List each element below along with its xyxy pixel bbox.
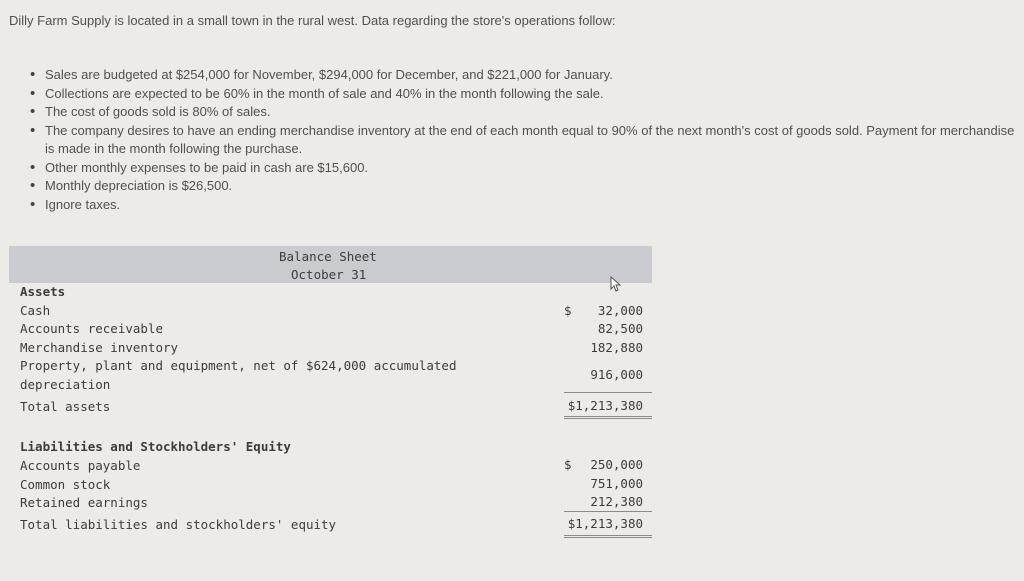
intro-text: Dilly Farm Supply is located in a small town in the rural west. Data regarding the store's operations follow: <box>9 13 616 28</box>
assets-heading: Assets <box>20 284 66 299</box>
asset-ppe-label-line2: depreciation <box>20 377 111 392</box>
balance-sheet-header <box>9 246 652 283</box>
balance-sheet-title: Balance Sheet <box>279 249 377 264</box>
total-liabilities-amount: $1,213,380 <box>567 516 643 531</box>
asset-ppe-label: Property, plant and equipment, net of $624,000 accumulated <box>20 358 457 373</box>
asset-cash-currency: $ <box>564 303 572 318</box>
asset-receivable-label: Accounts receivable <box>20 321 163 336</box>
liability-payable-label: Accounts payable <box>20 458 141 473</box>
liability-payable-amount: 250,000 <box>590 457 643 472</box>
asset-cash-amount: 32,000 <box>597 303 643 318</box>
asset-inventory-label: Merchandise inventory <box>20 340 179 355</box>
subtotal-rule <box>564 392 652 393</box>
balance-sheet-date: October 31 <box>291 267 367 282</box>
asset-cash-label: Cash <box>20 303 51 318</box>
liability-payable-currency: $ <box>564 457 572 472</box>
mouse-cursor-icon <box>609 276 623 292</box>
retained-earnings-amount: 212,380 <box>590 494 643 509</box>
assumptions-list <box>30 66 1020 214</box>
balance-sheet-table <box>9 246 652 546</box>
total-assets-label: Total assets <box>20 399 111 414</box>
list-item: • Sales are budgeted at $254,000 for November, $294,000 for December, and $221,000 for January. <box>30 66 1020 85</box>
common-stock-amount: 751,000 <box>590 476 643 491</box>
total-assets-amount: $1,213,380 <box>567 398 643 413</box>
list-item: • Collections are expected to be 60% in the month of sale and 40% in the month following the sale. <box>30 85 1020 104</box>
retained-earnings-label: Retained earnings <box>20 495 148 510</box>
subtotal-rule <box>564 511 652 512</box>
total-double-rule <box>564 535 652 538</box>
asset-ppe-amount: 916,000 <box>590 367 643 382</box>
list-item: • The company desires to have an ending merchandise inventory at the end of each month equal to 90% of the next month's cost of goods sold. Payment for merchandise is made in the month following the purchase. <box>30 122 1020 159</box>
liabilities-heading: Liabilities and Stockholders' Equity <box>20 439 291 454</box>
total-liabilities-label: Total liabilities and stockholders' equity <box>20 517 337 532</box>
common-stock-label: Common stock <box>20 477 111 492</box>
list-item: • Other monthly expenses to be paid in cash are $15,600. <box>30 159 1020 178</box>
asset-receivable-amount: 82,500 <box>597 321 643 336</box>
list-item: • The cost of goods sold is 80% of sales. <box>30 103 1020 122</box>
total-double-rule <box>564 416 652 419</box>
asset-inventory-amount: 182,880 <box>590 340 643 355</box>
list-item: • Ignore taxes. <box>30 196 1020 215</box>
list-item: • Monthly depreciation is $26,500. <box>30 177 1020 196</box>
